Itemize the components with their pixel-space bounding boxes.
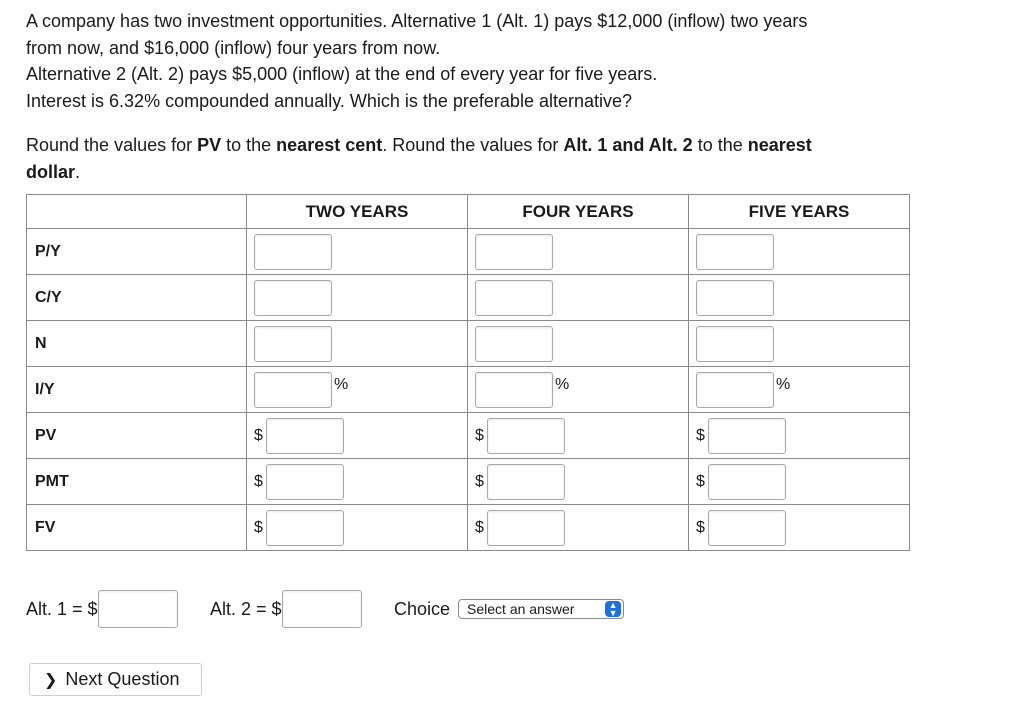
instruction-bold: nearest cent <box>276 135 383 155</box>
instruction-text: to the <box>221 135 277 155</box>
cell-content <box>247 275 467 320</box>
instruction-bold: nearest <box>747 135 812 155</box>
table-cell <box>247 459 468 505</box>
table-cell <box>247 505 468 551</box>
row-label: C/Y <box>27 275 247 321</box>
cell-content <box>468 505 688 550</box>
dollar-sign: $ <box>254 472 263 490</box>
tvm-table <box>26 194 910 551</box>
next-question-button[interactable] <box>29 663 202 696</box>
cell-content <box>689 275 909 320</box>
table-cell <box>247 229 468 275</box>
row-label: I/Y <box>27 367 247 413</box>
value-input[interactable] <box>254 280 332 316</box>
table-row <box>27 229 910 275</box>
dollar-sign: $ <box>696 472 705 490</box>
cell-content <box>689 459 909 504</box>
alt1-label: Alt. 1 = $ <box>26 598 98 619</box>
dollar-sign: $ <box>475 426 484 444</box>
value-input[interactable] <box>708 464 786 500</box>
dollar-sign: $ <box>696 518 705 536</box>
value-input[interactable] <box>254 234 332 270</box>
row-label: P/Y <box>27 229 247 275</box>
table-cell <box>689 505 910 551</box>
value-input[interactable] <box>266 464 344 500</box>
cell-content <box>247 367 467 412</box>
cell-content <box>689 321 909 366</box>
cell-content <box>689 229 909 274</box>
table-cell <box>689 413 910 459</box>
value-input[interactable] <box>475 234 553 270</box>
cell-content <box>247 459 467 504</box>
cell-content <box>468 321 688 366</box>
cell-content <box>247 413 467 458</box>
table-cell <box>689 321 910 367</box>
value-input[interactable] <box>708 418 786 454</box>
dollar-sign: $ <box>254 518 263 536</box>
alt2-label: Alt. 2 = $ <box>210 598 282 619</box>
cell-content <box>247 321 467 366</box>
table-cell <box>468 459 689 505</box>
value-input[interactable] <box>475 326 553 362</box>
value-input[interactable] <box>696 326 774 362</box>
value-input[interactable] <box>696 234 774 270</box>
dollar-sign: $ <box>475 472 484 490</box>
rounding-instruction <box>26 132 926 185</box>
problem-line: A company has two investment opportunities. Alternative 1 (Alt. 1) pays $12,000 (inflow) two years <box>26 11 808 31</box>
alt2-group <box>210 590 362 628</box>
problem-line: Interest is 6.32% compounded annually. Which is the preferable alternative? <box>26 90 633 111</box>
cell-content <box>247 505 467 550</box>
value-input[interactable] <box>708 510 786 546</box>
table-cell <box>468 229 689 275</box>
problem-line: from now, and $16,000 (inflow) four years from now. <box>26 37 441 58</box>
row-label: PV <box>27 413 247 459</box>
header-empty <box>27 195 247 229</box>
value-input[interactable] <box>487 418 565 454</box>
value-input[interactable] <box>696 280 774 316</box>
value-input[interactable] <box>266 510 344 546</box>
alt1-group <box>26 590 178 628</box>
value-input[interactable] <box>475 372 553 408</box>
instruction-text: . Round the values for <box>382 135 564 155</box>
table-cell <box>468 367 689 413</box>
problem-statement <box>26 8 1006 114</box>
table-cell <box>247 413 468 459</box>
alt2-input[interactable] <box>282 590 362 628</box>
cell-content <box>689 505 909 550</box>
value-input[interactable] <box>254 326 332 362</box>
row-label: FV <box>27 505 247 551</box>
cell-content <box>468 413 688 458</box>
table-row <box>27 505 910 551</box>
instruction-bold: dollar <box>26 161 76 182</box>
table-cell <box>247 321 468 367</box>
cell-content <box>468 275 688 320</box>
table-row <box>27 321 910 367</box>
header-four-years: FOUR YEARS <box>468 195 689 229</box>
cell-content <box>468 459 688 504</box>
row-label: N <box>27 321 247 367</box>
choice-select[interactable] <box>458 599 624 619</box>
row-label: PMT <box>27 459 247 505</box>
value-input[interactable] <box>475 280 553 316</box>
answer-row <box>26 590 726 628</box>
value-input[interactable] <box>266 418 344 454</box>
percent-sign: % <box>334 376 349 393</box>
value-input[interactable] <box>696 372 774 408</box>
table-cell <box>689 275 910 321</box>
table-cell <box>247 367 468 413</box>
table-row <box>27 275 910 321</box>
problem-line: Alternative 2 (Alt. 2) pays $5,000 (inflow) at the end of every year for five years. <box>26 64 658 84</box>
table-cell <box>689 229 910 275</box>
alt1-input[interactable] <box>98 590 178 628</box>
dollar-sign: $ <box>696 426 705 444</box>
value-input[interactable] <box>487 464 565 500</box>
header-five-years: FIVE YEARS <box>689 195 910 229</box>
value-input[interactable] <box>254 372 332 408</box>
cell-content <box>689 413 909 458</box>
cell-content <box>468 229 688 274</box>
choice-group <box>394 590 624 628</box>
table-cell <box>468 505 689 551</box>
chevron-right-icon: ❯ <box>44 671 58 689</box>
table-cell <box>247 275 468 321</box>
table-cell <box>689 367 910 413</box>
choice-select-value: Select an answer <box>467 601 575 617</box>
table-cell <box>689 459 910 505</box>
instruction-bold: PV <box>197 135 222 155</box>
table-cell <box>468 413 689 459</box>
percent-sign: % <box>776 376 791 393</box>
choice-label: Choice <box>394 598 451 619</box>
cell-content <box>689 367 909 412</box>
instruction-bold: Alt. 1 and Alt. 2 <box>563 135 693 155</box>
instruction-text: Round the values for <box>26 135 198 155</box>
dollar-sign: $ <box>254 426 263 444</box>
table-cell <box>468 321 689 367</box>
instruction-text: to the <box>692 135 748 155</box>
instruction-text: . <box>75 161 81 182</box>
table-row <box>27 367 910 413</box>
table-row <box>27 459 910 505</box>
cell-content <box>247 229 467 274</box>
updown-chevron-icon: ▲ ▼ <box>605 601 621 617</box>
cell-content <box>468 367 688 412</box>
table-cell <box>468 275 689 321</box>
next-question-label: Next Question <box>65 669 180 689</box>
table-row <box>27 413 910 459</box>
value-input[interactable] <box>487 510 565 546</box>
dollar-sign: $ <box>475 518 484 536</box>
percent-sign: % <box>555 376 570 393</box>
header-two-years: TWO YEARS <box>247 195 468 229</box>
